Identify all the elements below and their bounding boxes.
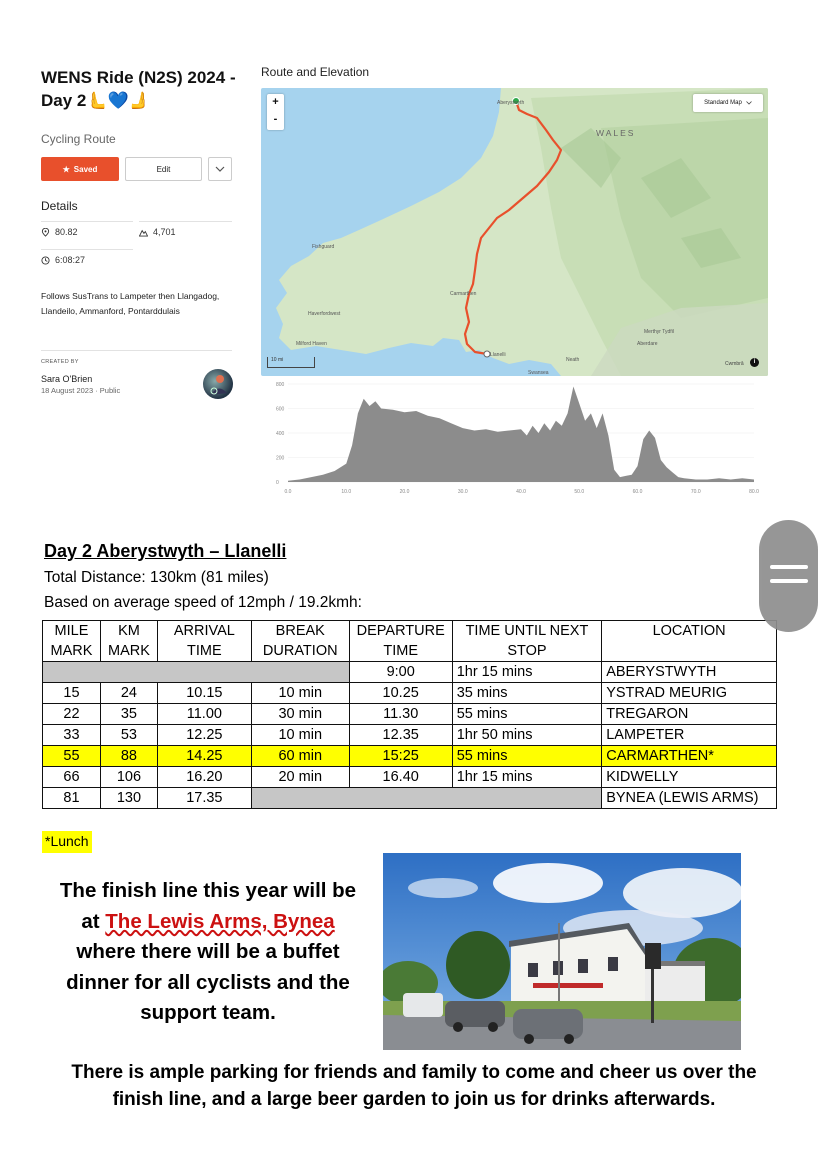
empty-cell (251, 788, 601, 809)
location-cell: KIDWELLY (602, 767, 777, 788)
x-tick-label: 10.0 (341, 489, 352, 495)
y-tick-label: 800 (276, 382, 285, 388)
elevation-area (288, 387, 754, 483)
location-cell: CARMARTHEN* (602, 746, 777, 767)
map-style-label: Standard Map (704, 100, 742, 106)
map-scale: 10 mi (267, 357, 315, 368)
departure-cell: 16.40 (349, 767, 452, 788)
elevation-value: 4,701 (153, 227, 176, 237)
author-name[interactable]: Sara O'Brien (41, 374, 93, 384)
finish-line-text (38, 876, 378, 1029)
distance-value: 80.82 (55, 227, 78, 237)
place-swansea: Swansea (528, 370, 549, 376)
until-next-cell: 1hr 50 mins (452, 725, 602, 746)
chevron-down-icon (746, 101, 752, 105)
x-tick-label: 70.0 (690, 489, 701, 495)
departure-cell: 11.30 (349, 704, 452, 725)
y-tick-label: 600 (276, 406, 285, 413)
break-cell: 20 min (251, 767, 349, 788)
table-row (43, 725, 777, 746)
clock-icon (41, 256, 50, 265)
table-row-highlighted (43, 746, 777, 767)
until-next-cell: 55 mins (452, 704, 602, 725)
divider (41, 221, 133, 222)
grip-line (770, 565, 808, 569)
km-cell: 130 (100, 788, 157, 809)
y-tick-label: 400 (276, 431, 285, 437)
route-type: Cycling Route (41, 132, 116, 146)
arrival-cell: 14.25 (157, 746, 251, 767)
venue-photo (383, 853, 741, 1050)
table-row-start (43, 662, 777, 683)
until-next-cell: 1hr 15 mins (452, 662, 602, 683)
route-title: WENS Ride (N2S) 2024 - Day 2🫷💙🫸 (41, 68, 236, 110)
elevation-icon (139, 228, 148, 237)
arrival-cell: 10.15 (157, 683, 251, 704)
place-neath: Neath (566, 357, 580, 363)
header-break-duration: BREAK DURATION (251, 621, 349, 662)
arrival-cell: 11.00 (157, 704, 251, 725)
saved-button[interactable] (41, 157, 119, 181)
edit-button[interactable]: Edit (125, 157, 202, 181)
x-tick-label: 0.0 (284, 489, 292, 495)
place-carmarthen: Carmarthen (450, 291, 477, 297)
map-attribution: Cwmbrâ (725, 361, 744, 367)
location-pin-icon (41, 228, 50, 237)
empty-cell (43, 662, 350, 683)
schedule-table (42, 620, 777, 809)
arrival-cell: 12.25 (157, 725, 251, 746)
header-arrival-time: ARRIVAL TIME (157, 621, 251, 662)
departure-cell: 12.35 (349, 725, 452, 746)
km-cell: 24 (100, 683, 157, 704)
header-mile-mark: MILE MARK (43, 621, 101, 662)
header-departure-time: DEPARTURE TIME (349, 621, 452, 662)
table-row (43, 704, 777, 725)
x-tick-label: 50.0 (574, 489, 585, 495)
zoom-in-button[interactable]: + (272, 96, 279, 108)
star-icon: ★ (62, 164, 70, 174)
place-llanelli: Llanelli (490, 352, 506, 358)
created-by-label: CREATED BY (41, 359, 79, 365)
map-style-dropdown[interactable] (693, 94, 763, 112)
y-tick-label: 200 (276, 455, 285, 462)
grip-line (770, 579, 808, 583)
details-heading: Details (41, 199, 78, 213)
x-tick-label: 40.0 (516, 489, 526, 495)
more-options-button[interactable] (208, 157, 232, 181)
route-description: Follows SusTrans to Lampeter then Llangadog, Llandeilo, Ammanford, Pontarddulais (41, 291, 220, 316)
duration-value: 6:08:27 (55, 255, 86, 265)
until-next-cell: 55 mins (452, 746, 602, 767)
location-cell: ABERYSTWYTH (602, 662, 777, 683)
km-cell: 88 (100, 746, 157, 767)
break-cell: 30 min (251, 704, 349, 725)
place-merthyr-tydfil: Merthyr Tydfil (644, 329, 674, 335)
place-milford-haven: Milford Haven (296, 341, 327, 347)
km-cell: 53 (100, 725, 157, 746)
map-region-label: WALES (596, 128, 636, 138)
finish-line-3: where there will be a buffet (76, 940, 340, 964)
departure-cell: 15:25 (349, 746, 452, 767)
x-tick-label: 80.0 (749, 489, 759, 495)
distance-stat (41, 227, 78, 237)
day-title: Day 2 Aberystwyth – Llanelli (44, 541, 287, 561)
arrival-cell: 16.20 (157, 767, 251, 788)
total-distance: Total Distance: 130km (81 miles) (44, 569, 269, 586)
table-header-row (43, 621, 777, 662)
avatar[interactable] (203, 369, 233, 399)
elevation-stat (139, 227, 176, 237)
location-cell: BYNEA (LEWIS ARMS) (602, 788, 777, 809)
zoom-controls (267, 94, 284, 130)
finish-line-1: The finish line this year will be (59, 879, 357, 902)
elevation-chart (270, 376, 760, 498)
place-haverfordwest: Haverfordwest (308, 311, 341, 317)
mile-cell: 22 (43, 704, 101, 725)
x-tick-label: 60.0 (632, 489, 643, 495)
break-cell: 10 min (251, 725, 349, 746)
saved-label: Saved (73, 164, 98, 174)
arrival-cell: 17.35 (157, 788, 251, 809)
location-cell: YSTRAD MEURIG (602, 683, 777, 704)
mile-cell: 15 (43, 683, 101, 704)
mile-cell: 81 (43, 788, 101, 809)
until-next-cell: 1hr 15 mins (452, 767, 602, 788)
table-row (43, 767, 777, 788)
divider (41, 350, 232, 351)
map-heading: Route and Elevation (261, 65, 370, 79)
place-aberdare: Aberdare (637, 341, 658, 347)
header-location: LOCATION (602, 621, 777, 662)
divider (41, 249, 133, 250)
divider (139, 221, 232, 222)
location-cell: LAMPETER (602, 725, 777, 746)
finish-line-2: at The Lewis Arms, Bynea (81, 909, 335, 933)
mile-cell: 66 (43, 767, 101, 788)
table-row (43, 683, 777, 704)
location-cell: TREGARON (602, 704, 777, 725)
author-meta: 18 August 2023 · Public (41, 386, 121, 395)
scroll-handle[interactable] (759, 520, 818, 632)
header-time-until-next-stop: TIME UNTIL NEXT STOP (452, 621, 602, 662)
route-map[interactable] (261, 88, 768, 376)
average-speed: Based on average speed of 12mph / 19.2kmh: (44, 594, 362, 611)
departure-cell: 10.25 (349, 683, 452, 704)
x-tick-label: 20.0 (399, 489, 410, 495)
departure-cell: 9:00 (349, 662, 452, 683)
lunch-note: *Lunch (42, 831, 92, 853)
km-cell: 106 (100, 767, 157, 788)
duration-stat (41, 255, 85, 265)
place-fishguard: Fishguard (312, 244, 335, 250)
km-cell: 35 (100, 704, 157, 725)
finish-line-5: support team. (140, 1001, 276, 1025)
x-tick-label: 30.0 (457, 489, 468, 495)
parking-note: There is ample parking for friends and family to come and cheer us over the finish line, and a large beer garden to join us for drinks afterwards. (71, 1062, 757, 1110)
table-row-end (43, 788, 777, 809)
mile-cell: 33 (43, 725, 101, 746)
finish-line-4: dinner for all cyclists and the (66, 970, 350, 994)
break-cell: 60 min (251, 746, 349, 767)
zoom-out-button[interactable]: - (273, 113, 278, 125)
venue-name: The Lewis Arms, Bynea (105, 909, 335, 933)
until-next-cell: 35 mins (452, 683, 602, 704)
place-aberystwyth: Aberystwyth (497, 100, 525, 106)
mile-cell: 55 (43, 746, 101, 767)
info-icon[interactable]: i (750, 358, 759, 367)
chevron-down-icon (215, 166, 225, 172)
header-km-mark: KM MARK (100, 621, 157, 662)
y-tick-label: 0 (276, 480, 279, 486)
break-cell: 10 min (251, 683, 349, 704)
